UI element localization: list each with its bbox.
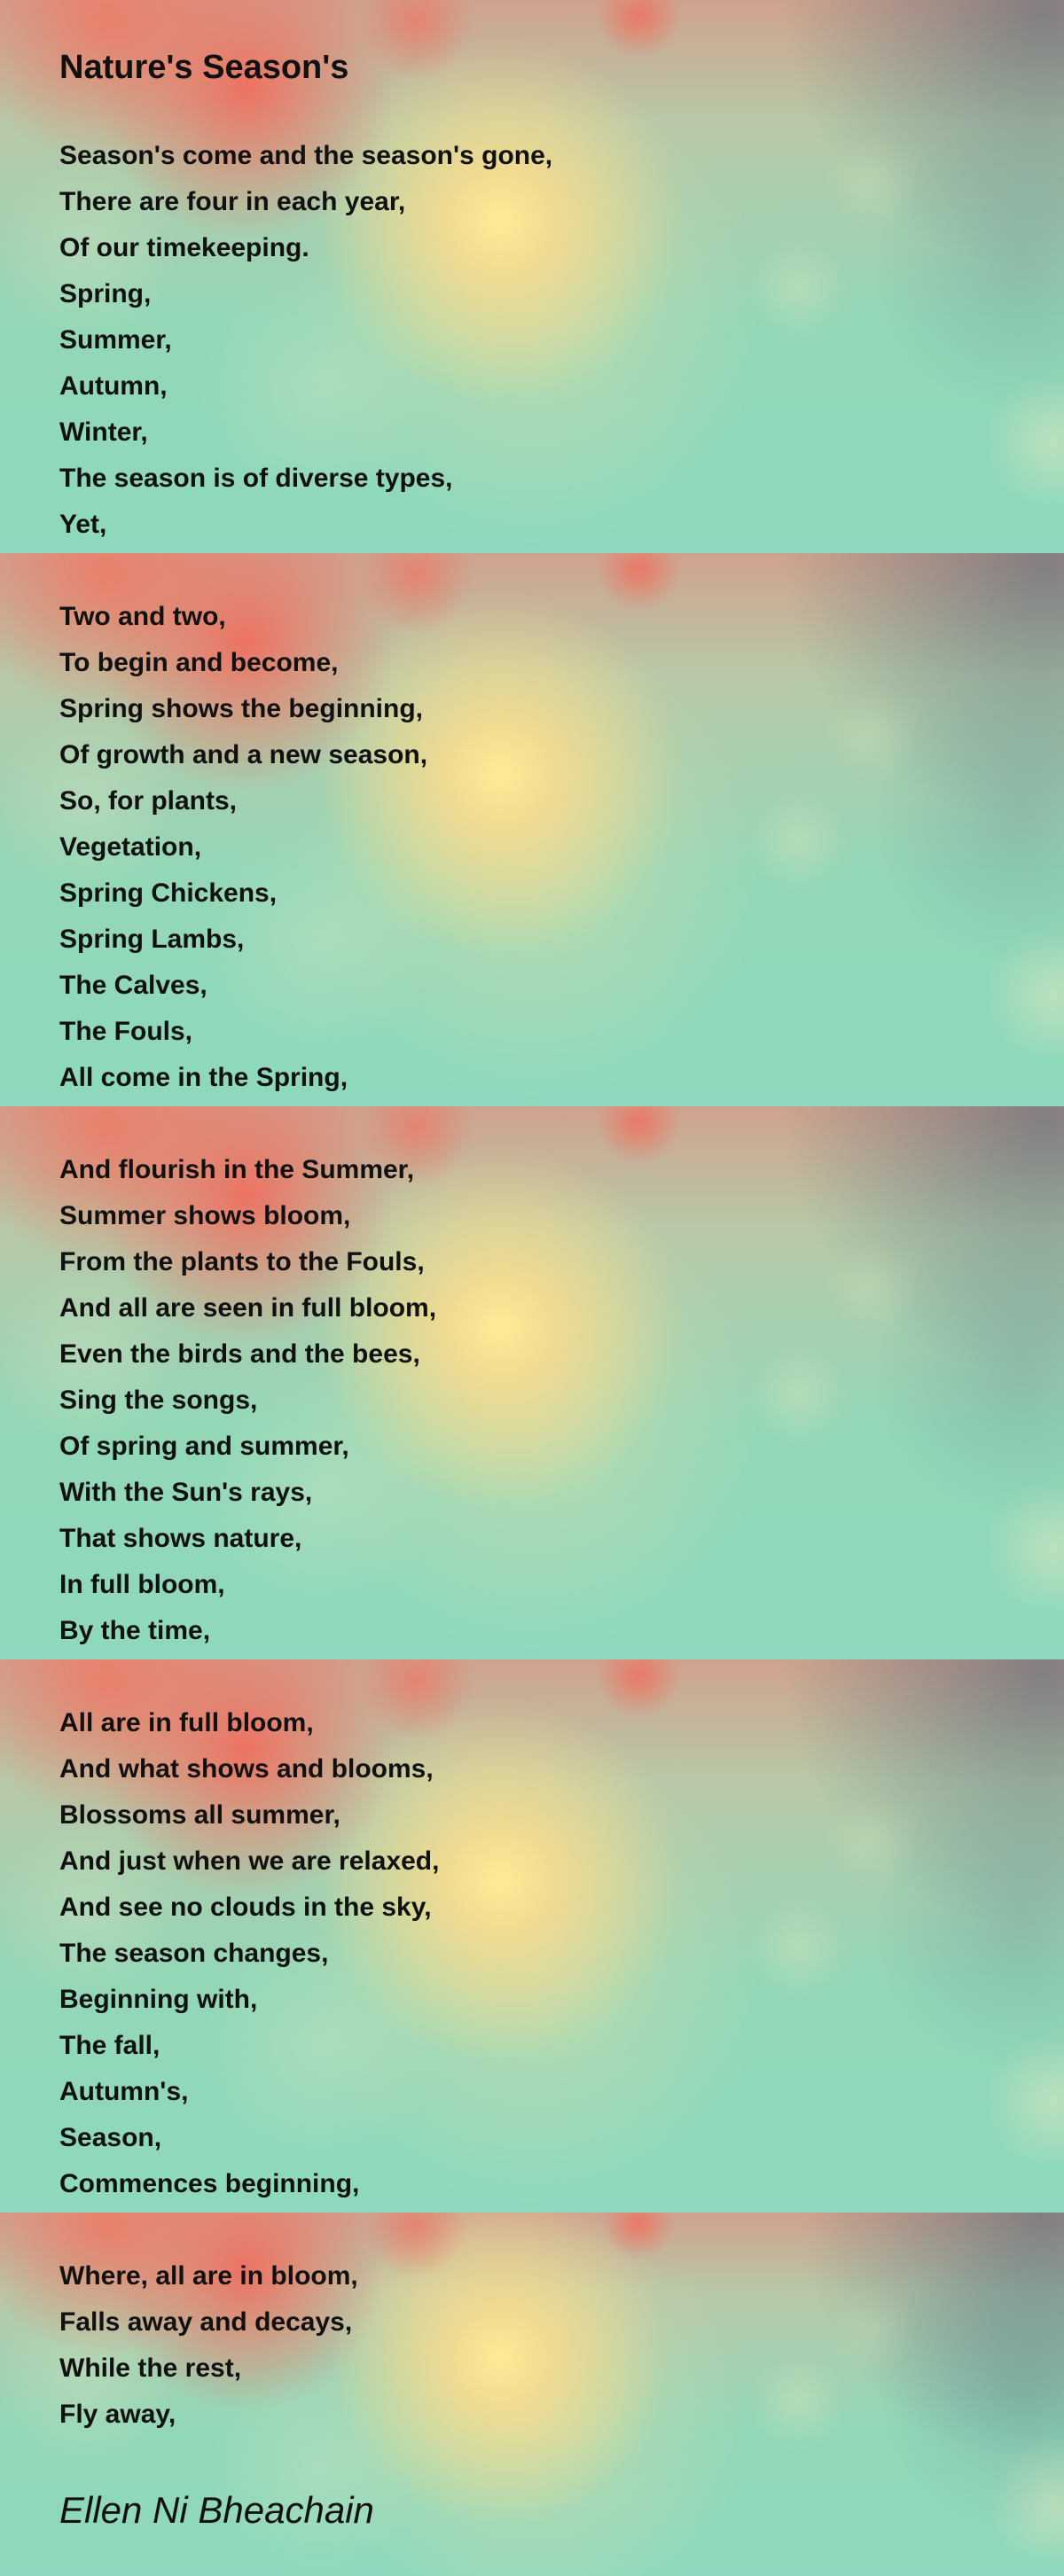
- poem-line: Autumn's,: [59, 2077, 189, 2106]
- poem-line: Season's come and the season's gone,: [59, 141, 553, 170]
- poem-title: Nature's Season's: [59, 49, 349, 86]
- poem-line: Of our timekeeping.: [59, 233, 309, 262]
- poem-line: And all are seen in full bloom,: [59, 1293, 437, 1323]
- poem-line: The fall,: [59, 2031, 160, 2060]
- poem-line: There are four in each year,: [59, 187, 406, 216]
- poem-line: To begin and become,: [59, 648, 339, 677]
- stanza-3: [59, 1147, 436, 1654]
- poem-line: The Fouls,: [59, 1017, 192, 1046]
- poem-line: So, for plants,: [59, 786, 238, 816]
- poem-line: All come in the Spring,: [59, 1063, 348, 1092]
- poem-line: Winter,: [59, 418, 148, 447]
- poem-line: All are in full bloom,: [59, 1708, 314, 1737]
- poem-line: Vegetation,: [59, 832, 202, 862]
- poem-line: Where, all are in bloom,: [59, 2261, 358, 2291]
- poem-line: And just when we are relaxed,: [59, 1846, 440, 1876]
- poem-line: Even the birds and the bees,: [59, 1339, 420, 1369]
- poem-line: Autumn,: [59, 371, 168, 401]
- stanza-2: [59, 594, 427, 1101]
- poem-line: Commences beginning,: [59, 2169, 360, 2198]
- stanza-4: [59, 1700, 439, 2207]
- poem-line: Spring Lambs,: [59, 925, 245, 954]
- stanza-1: [59, 133, 552, 548]
- poem-line: The season is of diverse types,: [59, 464, 453, 493]
- poem-line: From the plants to the Fouls,: [59, 1247, 425, 1276]
- poem-line: By the time,: [59, 1616, 211, 1645]
- poem-line: Yet,: [59, 510, 107, 539]
- poem-line: The season changes,: [59, 1939, 329, 1968]
- poem-line: Spring shows the beginning,: [59, 694, 423, 723]
- poem-line: Summer,: [59, 325, 172, 355]
- poem-line: Beginning with,: [59, 1985, 258, 2014]
- poem-line: While the rest,: [59, 2354, 242, 2383]
- poem-line: With the Sun's rays,: [59, 1478, 313, 1507]
- poem-line: Falls away and decays,: [59, 2307, 353, 2337]
- poem-line: And flourish in the Summer,: [59, 1155, 415, 1184]
- poem-line: Two and two,: [59, 602, 226, 631]
- poem-line: Sing the songs,: [59, 1386, 258, 1415]
- poem-line: The Calves,: [59, 971, 207, 1000]
- poem-line: Of growth and a new season,: [59, 740, 428, 769]
- poem-line: Blossoms all summer,: [59, 1800, 340, 1830]
- poem-line: Spring Chickens,: [59, 878, 278, 908]
- poem-line: Spring,: [59, 279, 152, 308]
- poem-line: That shows nature,: [59, 1524, 302, 1553]
- stanza-5: [59, 2253, 358, 2438]
- poem-line: Fly away,: [59, 2400, 176, 2429]
- poem-line: And see no clouds in the sky,: [59, 1893, 432, 1922]
- poem-line: In full bloom,: [59, 1570, 225, 1599]
- poem-line: Season,: [59, 2123, 162, 2152]
- poem-line: Of spring and summer,: [59, 1432, 349, 1461]
- poem-line: Summer shows bloom,: [59, 1201, 351, 1230]
- poem-line: And what shows and blooms,: [59, 1754, 434, 1784]
- poem-author: Ellen Ni Bheachain: [59, 2489, 374, 2531]
